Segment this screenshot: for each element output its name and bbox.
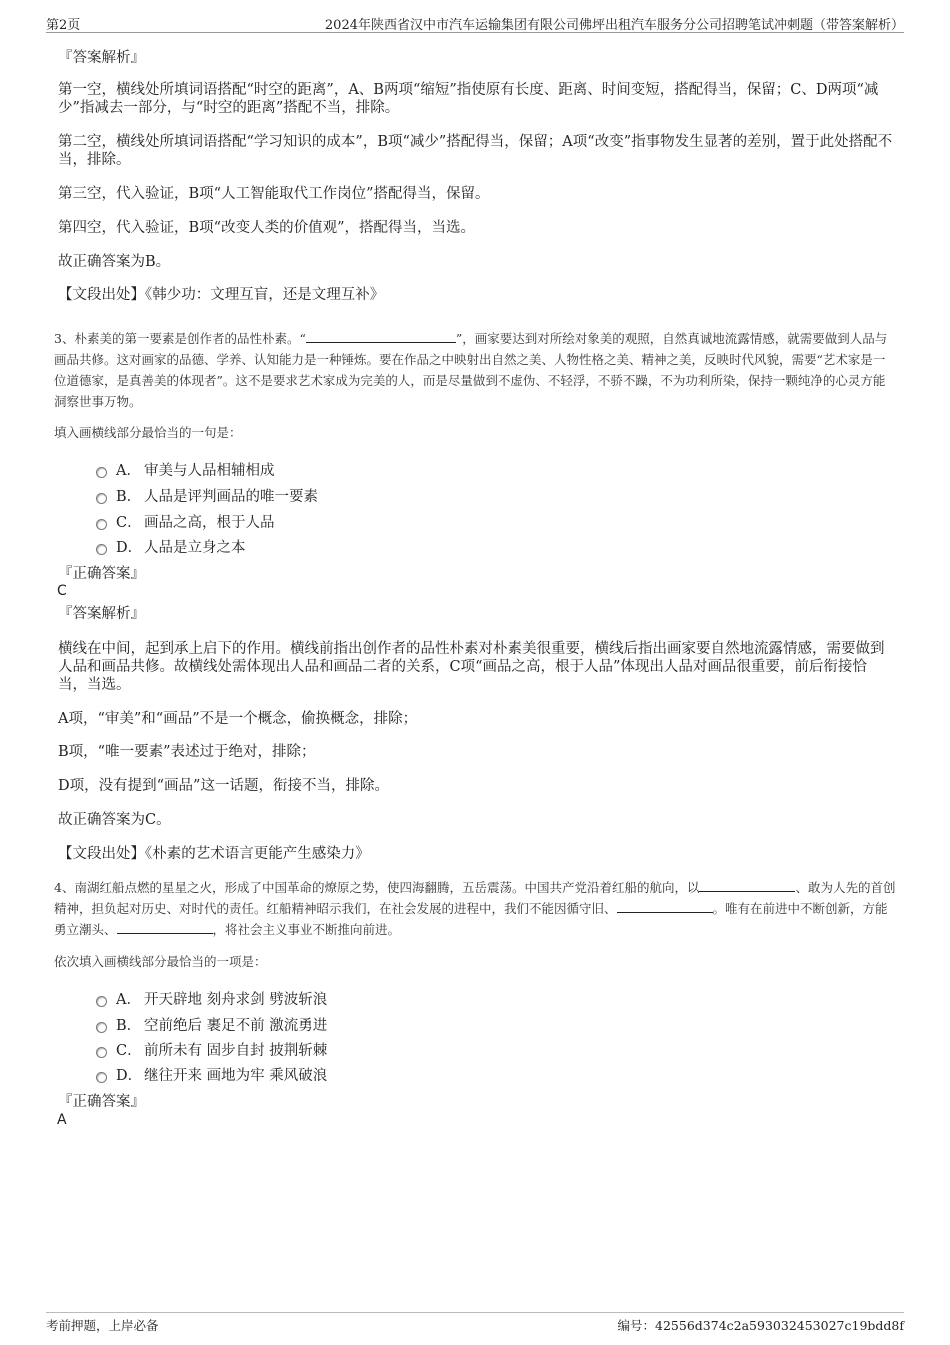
q3-explain-p2: A项，“审美”和“画品”不是一个概念，偷换概念，排除；: [58, 711, 418, 727]
option-text: 继往开来 画地为牢 乘风破浪: [144, 1068, 328, 1084]
radio-icon[interactable]: [96, 996, 107, 1007]
page-header: [46, 14, 904, 33]
q3-answer-label: 『正确答案』: [58, 566, 145, 582]
q3-option-d[interactable]: [96, 536, 246, 557]
option-letter: B．: [116, 1018, 142, 1034]
q4-stem-part-a: 4、南湖红船点燃的星星之火，形成了中国革命的燎原之势，使四海翻腾，五岳震荡。中国共产党沿着红船的航向，以: [54, 880, 700, 895]
radio-icon[interactable]: [96, 493, 107, 504]
option-text: 开天辟地 刻舟求剑 劈波斩浪: [144, 992, 328, 1008]
q2-explain-p3: 第三空，代入验证，B项“人工智能取代工作岗位”搭配得当，保留。: [58, 186, 490, 202]
q3-explain-p1: 横线在中间，起到承上启下的作用。横线前指出创作者的品性朴素对朴素美很重要，横线后指出画家要自然地流露情感，需要做到人品和画品共修。故横线处需体现出人品和画品二者的关系，C项“画品之高，根于人品”体现出人品对画品很重要，前后衔接恰当，当选。: [58, 641, 885, 693]
page-number: 第2页: [46, 18, 81, 33]
option-text: 人品是评判画品的唯一要素: [144, 489, 318, 505]
q3-source: 【文段出处】《朴素的艺术语言更能产生感染力》: [58, 846, 370, 862]
option-letter: D．: [116, 540, 143, 556]
option-text: 前所未有 固步自封 披荆斩棘: [144, 1043, 328, 1059]
q4-blank-2: [617, 899, 713, 913]
q3-prompt: 填入画横线部分最恰当的一句是：: [54, 425, 242, 440]
q4-option-a[interactable]: [96, 988, 327, 1009]
q4-blank-3: [117, 920, 213, 934]
q3-explain-p4: D项，没有提到“画品”这一话题，衔接不当，排除。: [58, 778, 389, 794]
q4-stem-part-c: 。唯有在前进中不断创新，方能勇立潮头、: [54, 901, 888, 937]
radio-icon[interactable]: [96, 544, 107, 555]
option-letter: C．: [116, 515, 142, 531]
q4-option-d[interactable]: [96, 1064, 327, 1085]
option-text: 人品是立身之本: [144, 540, 246, 556]
option-letter: A．: [116, 992, 141, 1008]
q4-answer-label: 『正确答案』: [58, 1094, 145, 1110]
q2-explain-conclusion: 故正确答案为B。: [58, 254, 171, 270]
option-text: 审美与人品相辅相成: [144, 463, 275, 479]
q3-blank: [306, 329, 456, 343]
q2-explain-p1: 第一空，横线处所填词语搭配“时空的距离”，A、B两项“缩短”指使原有长度、距离、时间变短，搭配得当，保留；C、D两项“减少”指减去一部分，与“时空的距离”搭配不当，排除。: [58, 82, 879, 116]
radio-icon[interactable]: [96, 1072, 107, 1083]
radio-icon[interactable]: [96, 467, 107, 478]
radio-icon[interactable]: [96, 1022, 107, 1033]
radio-icon[interactable]: [96, 1047, 107, 1058]
q4-stem-part-b: 、敢为人先的首创精神，担负起对历史、对时代的责任。红船精神昭示我们，在社会发展的进程中，我们不能因循守旧、: [54, 880, 896, 916]
q3-explain-p3: B项，“唯一要素”表述过于绝对，排除；: [58, 744, 316, 760]
q3-stem-part-b: ”，画家要达到对所绘对象美的观照，自然真诚地流露情感，就需要做到人品与画品共修。这对画家的品德、学养、认知能力是一种锤炼。要在作品之中映射出自然之美、人物性格之美、精神之美，反映时代风貌，需要“艺术家是一位道德家，是真善美的体现者”。这不是要求艺术家成为完美的人，而是尽量做到不虚伪、不轻浮，不骄不躁，不为功利所染，保持一颗纯净的心灵方能洞察世事万物。: [54, 331, 888, 409]
q3-stem: [54, 328, 896, 412]
option-text: 空前绝后 裹足不前 激流勇进: [144, 1018, 328, 1034]
footer-slogan: 考前押题，上岸必备: [46, 1318, 159, 1333]
q4-stem: [54, 877, 896, 940]
q3-explain-label: 『答案解析』: [58, 606, 145, 622]
q4-stem-part-d: ，将社会主义事业不断推向前进。: [212, 922, 401, 937]
q3-option-b[interactable]: [96, 485, 318, 506]
q3-answer: C: [57, 583, 67, 599]
radio-icon[interactable]: [96, 519, 107, 530]
q3-option-a[interactable]: [96, 459, 275, 480]
q4-prompt: 依次填入画横线部分最恰当的一项是：: [54, 954, 267, 969]
q4-option-b[interactable]: [96, 1014, 327, 1035]
option-letter: A．: [116, 463, 141, 479]
q4-answer: A: [57, 1112, 67, 1128]
q2-explain-p2: 第二空，横线处所填词语搭配“学习知识的成本”，B项“减少”搭配得当，保留；A项“改变”指事物发生显著的差别，置于此处搭配不当，排除。: [58, 134, 893, 168]
q2-explain-p4: 第四空，代入验证，B项“改变人类的价值观”，搭配得当，当选。: [58, 220, 475, 236]
q3-explain-conclusion: 故正确答案为C。: [58, 812, 171, 828]
document-id: 编号：42556d374c2a593032453027c19bdd8f: [617, 1318, 904, 1333]
q4-option-c[interactable]: [96, 1039, 327, 1060]
q2-source: 【文段出处】《韩少功：文理互盲，还是文理互补》: [58, 287, 385, 303]
option-letter: B．: [116, 489, 142, 505]
q3-option-c[interactable]: [96, 511, 275, 532]
document-title: 2024年陕西省汉中市汽车运输集团有限公司佛坪出租汽车服务分公司招聘笔试冲刺题（带答案解析）: [324, 18, 904, 33]
option-letter: D．: [116, 1068, 143, 1084]
option-text: 画品之高，根于人品: [144, 515, 275, 531]
page-footer: [46, 1312, 904, 1336]
option-letter: C．: [116, 1043, 142, 1059]
q4-blank-1: [699, 878, 795, 892]
q3-stem-part-a: 3、朴素美的第一要素是创作者的品性朴素。“: [54, 331, 306, 346]
q2-explain-label: 『答案解析』: [58, 50, 145, 66]
